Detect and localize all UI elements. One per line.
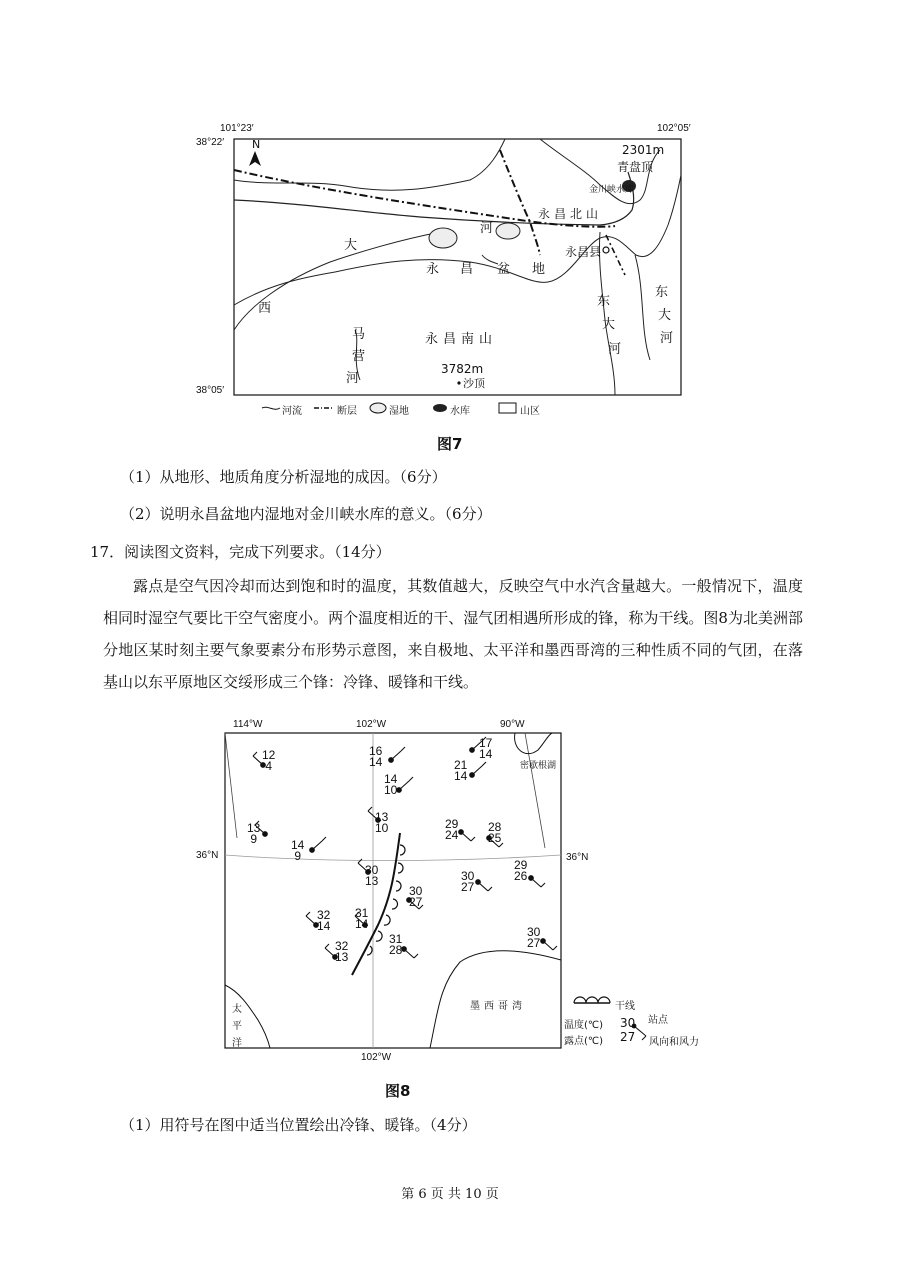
lon-label-102-bottom: 102°W xyxy=(361,1052,392,1063)
station-dew: 28 xyxy=(389,943,403,957)
station-label xyxy=(291,840,304,862)
lat-label-36-right: 36°N xyxy=(566,852,589,863)
station-label xyxy=(514,860,527,882)
elev-label-bottom: 3782m xyxy=(441,362,484,376)
ma-char-3: 河 xyxy=(346,371,360,386)
xd-char-1: 东 xyxy=(597,294,611,309)
wind-barb xyxy=(325,948,335,957)
station-label xyxy=(445,819,458,841)
basin-char-3: 盆 xyxy=(497,262,511,277)
station-temp: 29 xyxy=(514,858,528,872)
north-arrow-label: N xyxy=(252,138,261,151)
north-mountain-label: 永昌北山 xyxy=(538,207,603,221)
elev-label-top: 2301m xyxy=(622,143,665,157)
station-temp: 30 xyxy=(527,925,541,939)
basin-char-4: 地 xyxy=(532,262,546,277)
reservoir-label: 金川峡水库 xyxy=(589,185,635,195)
question-16-2: （2）说明永昌盆地内湿地对金川峡水库的意义。（6分） xyxy=(120,505,492,523)
station-temp: 29 xyxy=(445,817,459,831)
legend-wetland: 湿地 xyxy=(389,406,409,417)
station-label xyxy=(369,746,382,768)
station-dew: 27 xyxy=(527,936,541,950)
station-temp: 30 xyxy=(365,863,379,877)
legend-dew: 露点(℃) xyxy=(564,1036,604,1047)
wind-barb xyxy=(306,916,316,925)
legend-dryline: 干线 xyxy=(615,1001,635,1012)
question-17-paragraph: 露点是空气因冷却而达到饱和时的温度，其数值越大，反映空气中水汽含量越大。一般情况下，温度相同时湿空气要比干空气密度小。两个温度相近的干、湿气团相遇所形成的锋，称为干线。图8为北美洲部分地区某时刻主要气象要素分布形势示意图，来自极地、太平洋和墨西哥湾的三种性质不同的气团，在落基山以东平原地区交绥形成三个锋：冷锋、暖锋和干线。 xyxy=(103,577,803,691)
legend-sample-dew: 27 xyxy=(620,1030,636,1044)
station-temp: 14 xyxy=(384,772,398,786)
pacific-char-3: 洋 xyxy=(232,1038,242,1049)
station-label xyxy=(527,927,540,949)
legend-sample-temp: 30 xyxy=(620,1016,636,1030)
lon-label-90: 90°W xyxy=(500,719,525,730)
wind-barb-feather xyxy=(482,762,486,766)
station-label xyxy=(335,941,348,963)
south-mountain-label: 永昌南山 xyxy=(425,332,498,347)
figure-7-caption: 图7 xyxy=(437,435,463,453)
michigan-label: 密歇根湖 xyxy=(520,761,557,771)
station-dew: 14 xyxy=(454,769,468,783)
wind-barb-feather xyxy=(306,912,310,916)
pacific-char-1: 太 xyxy=(232,1004,242,1015)
wind-barb xyxy=(461,832,471,841)
ed-char-1: 东 xyxy=(655,285,669,300)
station-label xyxy=(375,812,388,834)
lon-label-114: 114°W xyxy=(233,719,263,730)
station-label xyxy=(262,750,275,772)
wind-barb xyxy=(391,751,401,760)
station-label xyxy=(389,934,402,956)
wind-barb-feather xyxy=(471,837,475,841)
river-char-da: 大 xyxy=(344,238,358,253)
station-temp: 32 xyxy=(317,908,331,922)
wind-barb-feather xyxy=(409,777,413,781)
wind-barb xyxy=(478,882,488,891)
wind-barb-feather xyxy=(488,887,492,891)
station-dew: 14 xyxy=(355,917,369,931)
station-label xyxy=(247,823,260,845)
legend-station: 站点 xyxy=(648,1015,668,1026)
wind-barb xyxy=(531,878,541,887)
wind-barb-feather xyxy=(401,747,405,751)
river-char-he: 河 xyxy=(480,221,494,236)
ed-char-2: 大 xyxy=(658,308,672,323)
lat-label-top: 38°22′ xyxy=(196,137,225,148)
ma-char-1: 马 xyxy=(352,327,366,342)
station-dew: 13 xyxy=(365,874,379,888)
station-temp: 17 xyxy=(479,736,493,750)
peak-label-top: 青盘顶 xyxy=(617,160,654,174)
station-temp: 16 xyxy=(369,744,383,758)
wind-barb xyxy=(472,766,482,775)
station-label xyxy=(488,822,501,844)
wind-barb-feather xyxy=(325,944,329,948)
station-label xyxy=(355,908,368,930)
station-label xyxy=(317,910,330,932)
lon-label-right: 102°05′ xyxy=(657,123,691,134)
lon-label-102-top: 102°W xyxy=(356,719,387,730)
station-dew: 14 xyxy=(479,747,493,761)
station-dew: 10 xyxy=(375,821,389,835)
station-temp: 14 xyxy=(291,838,305,852)
peak-label-bottom: 沙顶 xyxy=(463,377,485,390)
question-16-1: （1）从地形、地质角度分析湿地的成因。（6分） xyxy=(120,468,447,486)
legend-mountain: 山区 xyxy=(520,406,540,417)
station-dew: 4 xyxy=(265,759,273,773)
station-temp: 13 xyxy=(247,821,261,835)
station-dew: 14 xyxy=(369,755,383,769)
wind-barb-feather xyxy=(553,946,557,950)
xi-char: 西 xyxy=(258,301,272,316)
ma-char-2: 营 xyxy=(352,349,366,364)
station-dew: 13 xyxy=(335,950,349,964)
wind-barb-feather xyxy=(253,752,257,756)
legend-fault: 断层 xyxy=(337,406,357,417)
station-temp: 12 xyxy=(262,748,276,762)
station-temp: 30 xyxy=(461,869,475,883)
legend-wind: 风向和风力 xyxy=(649,1037,699,1048)
legend-reservoir: 水库 xyxy=(450,406,470,417)
station-temp: 28 xyxy=(488,820,502,834)
station-temp: 31 xyxy=(355,906,369,920)
pacific-char-2: 平 xyxy=(232,1021,242,1032)
xd-char-3: 河 xyxy=(608,342,622,357)
station-label xyxy=(461,871,474,893)
lat-label-bottom: 38°05′ xyxy=(196,385,225,396)
station-dew: 27 xyxy=(461,880,475,894)
wind-barb-feather xyxy=(414,954,418,958)
station-dew: 24 xyxy=(445,828,459,842)
wind-barb xyxy=(543,941,553,950)
lat-label-36-left: 36°N xyxy=(196,850,219,861)
station-dew: 26 xyxy=(514,869,528,883)
question-17-1: （1）用符号在图中适当位置绘出冷锋、暖锋。（4分） xyxy=(120,1116,477,1134)
station-temp: 31 xyxy=(389,932,403,946)
station-temp: 13 xyxy=(375,810,389,824)
wind-barb xyxy=(404,949,414,958)
ed-char-3: 河 xyxy=(660,331,674,346)
station-dew: 9 xyxy=(294,849,302,863)
station-temp: 21 xyxy=(454,758,468,772)
gulf-label: 墨西哥湾 xyxy=(470,1001,526,1012)
figure-8-caption: 图8 xyxy=(385,1082,411,1100)
station-temp: 32 xyxy=(335,939,349,953)
basin-char-1: 永 xyxy=(426,262,440,277)
station-dew: 25 xyxy=(488,831,502,845)
station-label xyxy=(479,738,492,760)
station-label xyxy=(454,760,467,782)
station-dew: 9 xyxy=(250,832,258,846)
wind-barb xyxy=(312,841,322,850)
station-label xyxy=(384,774,397,796)
station-dew: 10 xyxy=(384,783,398,797)
legend-river: 河流 xyxy=(282,406,302,417)
station-label xyxy=(409,886,422,908)
wind-barb-feather xyxy=(368,807,372,811)
station-dew: 14 xyxy=(317,919,331,933)
wind-barb-feather xyxy=(541,883,545,887)
station-temp: 30 xyxy=(409,884,423,898)
wind-barb-feather xyxy=(322,837,326,841)
legend-temp: 温度(℃) xyxy=(564,1020,604,1031)
lon-label-left: 101°23′ xyxy=(220,123,254,134)
question-17-title: 17．阅读图文资料，完成下列要求。（14分） xyxy=(90,543,391,561)
county-label: 永昌县 xyxy=(565,245,602,259)
xd-char-2: 大 xyxy=(602,317,616,332)
station-dew: 27 xyxy=(409,895,423,909)
station-label xyxy=(365,865,378,887)
wind-barb xyxy=(399,781,409,790)
page-footer: 第 6 页 共 10 页 xyxy=(401,1187,499,1202)
basin-char-2: 昌 xyxy=(460,262,474,277)
